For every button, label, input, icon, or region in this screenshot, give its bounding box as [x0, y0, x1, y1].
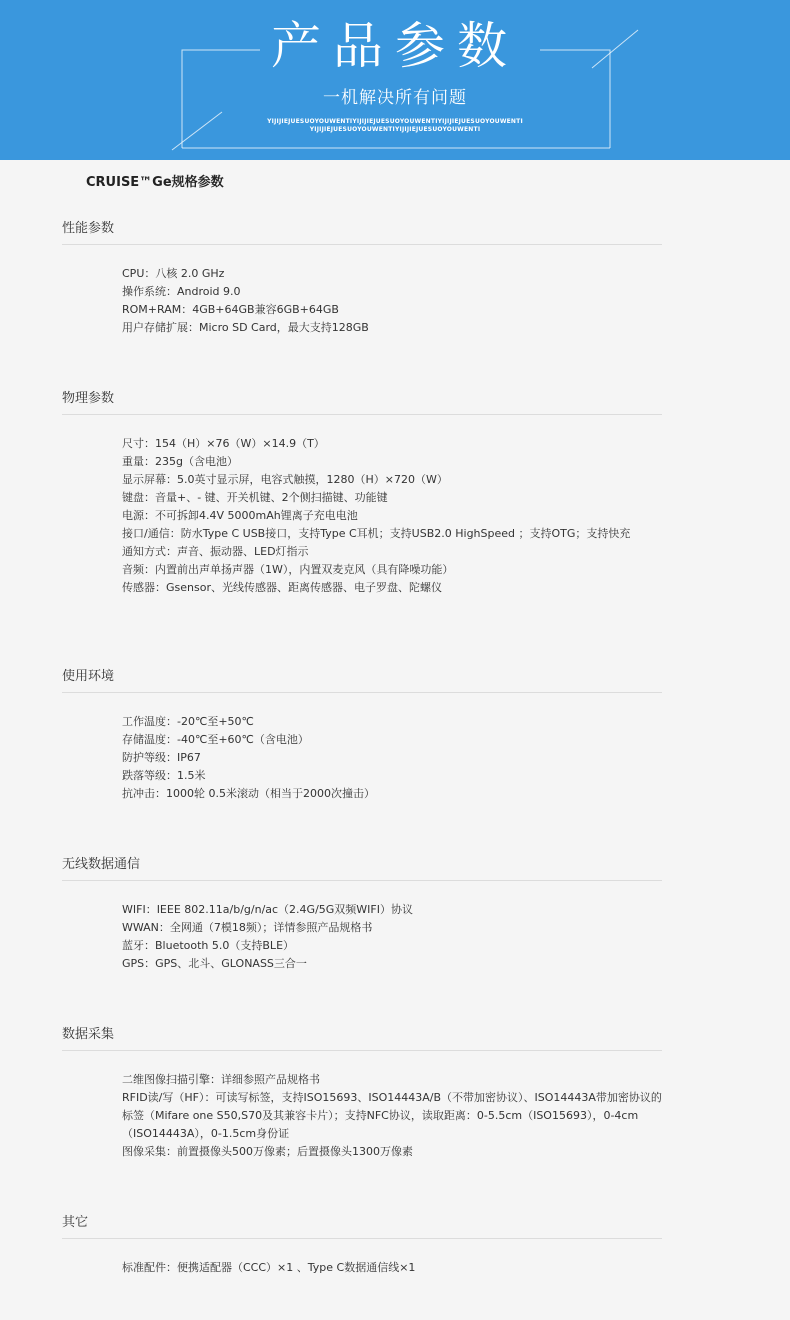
- spec-line: 防护等级：IP67: [122, 751, 201, 764]
- section-other: [62, 1214, 662, 1277]
- spec-line: 键盘：音量+、- 键、开关机键、2个侧扫描键、功能键: [122, 491, 388, 504]
- spec-line: 蓝牙：Bluetooth 5.0（支持BLE）: [122, 939, 295, 952]
- section-data-capture: [62, 1026, 662, 1161]
- spec-list: [122, 435, 662, 597]
- spec-line: 通知方式：声音、振动器、LED灯指示: [122, 545, 309, 558]
- spec-line: 电源：不可拆卸4.4V 5000mAh锂离子充电电池: [122, 509, 358, 522]
- spec-line: 二维图像扫描引擎：详细参照产品规格书: [122, 1073, 320, 1086]
- spec-list: [122, 265, 662, 337]
- spec-line: 音频：内置前出声单扬声器（1W），内置双麦克风（具有降噪功能）: [122, 563, 454, 576]
- section-heading: 物理参数: [62, 390, 662, 415]
- section-performance: [62, 220, 662, 337]
- section-physical: [62, 390, 662, 597]
- section-wireless: [62, 856, 662, 973]
- spec-line: 图像采集：前置摄像头500万像素；后置摄像头1300万像素: [122, 1145, 413, 1158]
- spec-line: 接口/通信：防水Type C USB接口，支持Type C耳机；支持USB2.0 HighSpeed ；支持OTG；支持快充: [122, 527, 631, 540]
- section-heading: 使用环境: [62, 668, 662, 693]
- banner-subtitle: 一机解决所有问题: [323, 88, 467, 108]
- spec-list: [122, 713, 662, 803]
- spec-list: [122, 901, 662, 973]
- section-environment: [62, 668, 662, 803]
- banner: [0, 0, 790, 160]
- spec-line: 重量：235g（含电池）: [122, 455, 238, 468]
- banner-title: 产品参数: [271, 17, 519, 75]
- banner-pinyin-line-1: YIJIJIEJUESUOYOUWENTIYIJIJIEJUESUOYOUWENTIYIJIJIEJUESUOYOUWENTI: [267, 118, 523, 125]
- spec-line: WIFI：IEEE 802.11a/b/g/n/ac（2.4G/5G双频WIFI）协议: [122, 903, 413, 916]
- section-heading: 数据采集: [62, 1026, 662, 1051]
- spec-line: 显示屏幕：5.0英寸显示屏，电容式触摸，1280（H）×720（W）: [122, 473, 448, 486]
- spec-line: 标准配件：便携适配器（CCC）×1 、Type C数据通信线×1: [122, 1261, 416, 1274]
- spec-line: 抗冲击：1000轮 0.5米滚动（相当于2000次撞击）: [122, 787, 375, 800]
- spec-line: CPU：八核 2.0 GHz: [122, 267, 225, 280]
- banner-pinyin-line-2: YIJIJIEJUESUOYOUWENTIYIJIJIEJUESUOYOUWENTI: [309, 126, 481, 133]
- spec-list: [122, 1071, 662, 1161]
- spec-line: 尺寸：154（H）×76（W）×14.9（T）: [122, 437, 325, 450]
- spec-line: 操作系统：Android 9.0: [122, 285, 241, 298]
- spec-line: 工作温度：-20℃至+50℃: [122, 715, 254, 728]
- section-heading: 其它: [62, 1214, 662, 1239]
- spec-line: RFID读/写（HF）：可读写标签，支持ISO15693、ISO14443A/B（不带加密协议）、ISO14443A带加密协议的标签（Mifare one S50,S70及其兼容卡片）；支持NFC协议，读取距离：0-5.5cm（ISO15693），0-4cm（ISO14443A），0-1.5cm身份证: [122, 1091, 662, 1140]
- section-heading: 性能参数: [62, 220, 662, 245]
- spec-line: 存储温度：-40℃至+60℃（含电池）: [122, 733, 309, 746]
- spec-line: GPS：GPS、北斗、GLONASS三合一: [122, 957, 307, 970]
- spec-line: WWAN：全网通（7模18频）；详情参照产品规格书: [122, 921, 373, 934]
- spec-list: [122, 1259, 662, 1277]
- spec-line: 用户存储扩展：Micro SD Card，最大支持128GB: [122, 321, 369, 334]
- section-heading: 无线数据通信: [62, 856, 662, 881]
- product-title: CRUISE™Ge规格参数: [86, 175, 224, 190]
- spec-line: 传感器：Gsensor、光线传感器、距离传感器、电子罗盘、陀螺仪: [122, 581, 442, 594]
- spec-line: 跌落等级：1.5米: [122, 769, 206, 782]
- banner-pinyin: [0, 118, 790, 134]
- spec-line: ROM+RAM：4GB+64GB兼容6GB+64GB: [122, 303, 339, 316]
